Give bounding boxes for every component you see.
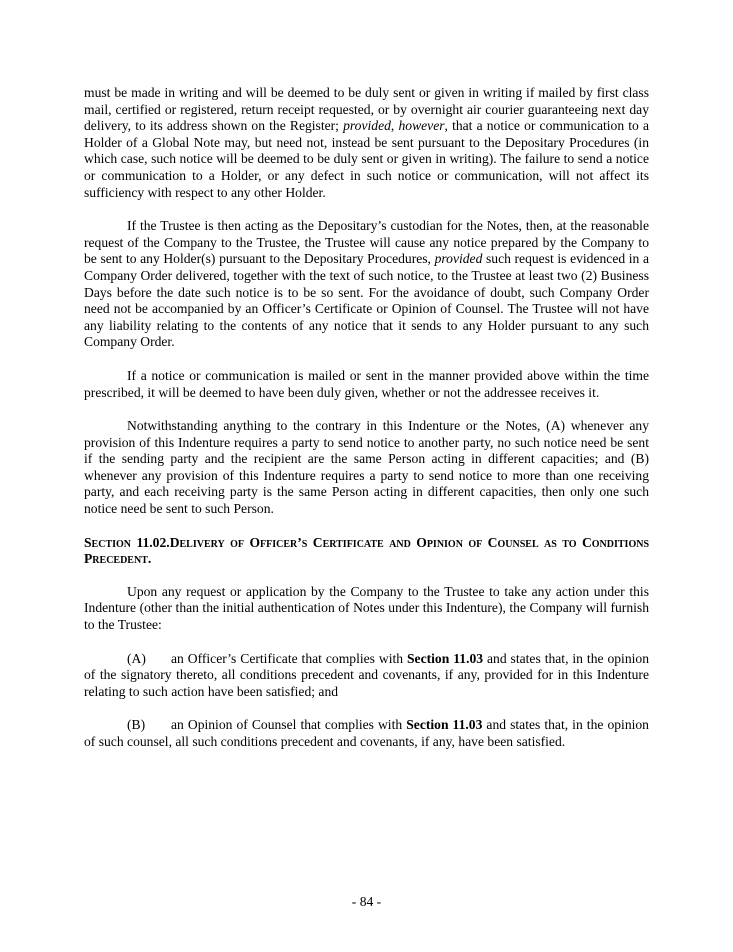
- section-reference: Section 11.03: [406, 717, 483, 733]
- section-heading: [84, 535, 649, 568]
- list-item-text: and states that, in the opinion of the signatory thereto, all conditions precedent and covenants, if any, provided for in this Indenture relating to such action have been satisfied; and: [84, 650, 649, 699]
- list-item-text: and states that, in the opinion of such counsel, all such conditions precedent and covenants, if any, have been satisfied.: [84, 717, 649, 749]
- notwithstanding-paragraph: Notwithstanding anything to the contrary in this Indenture or the Notes, (A) whenever any provision of this Indenture requires a party to send notice to another party, no such notice need be sent if the sending party and the recipient are the same Person acting in different capacities; and (B) whenever any provision of this Indenture requires a party to send notice to more than one receiving party, and each receiving party is the same Person acting in different capacities, then only one such notice need be sent to such Person.: [84, 418, 649, 517]
- notice-method-paragraph: [84, 85, 649, 201]
- section-number: Section 11.02.: [84, 534, 170, 550]
- page-number: - 84 -: [351, 894, 382, 909]
- list-item-text: an Opinion of Counsel that complies with: [171, 717, 407, 733]
- paragraph-text: If the Trustee is then acting as the Depositary’s custodian for the Notes, then, at the reasonable request of the Company to the Trustee, the Trustee will cause any notice prepared by the Company to be sent to any Holder(s) pursuant to the Depositary Procedures,: [84, 218, 649, 267]
- italic-term: however: [398, 118, 445, 134]
- list-item-b: [84, 717, 649, 750]
- trustee-custodian-paragraph: [84, 218, 649, 351]
- section-title: Delivery of Officer’s Certificate and Opinion of Counsel as to Conditions Precedent.: [84, 534, 650, 567]
- italic-term: provided: [434, 251, 483, 267]
- document-body: [84, 85, 649, 768]
- paragraph-text: such request is evidenced in a Company Order delivered, together with the text of such notice, to the Trustee at least two (2) Business Days before the date such notice is to be so sent. For the avoidance of doubt, such Company Order need not be accompanied by an Officer’s Certificate or Opinion of Counsel. The Trustee will not have any liability relating to the contents of any notice that it sends to any Holder pursuant to any such Company Order.: [84, 251, 649, 350]
- list-item-a: [84, 651, 649, 701]
- section-intro-paragraph: Upon any request or application by the Company to the Trustee to take any action under this Indenture (other than the initial authentication of Notes under this Indenture), the Company will furnish to the Trustee:: [84, 583, 649, 633]
- paragraph-text: must be made in writing and will be deemed to be duly sent or given in writing if mailed by first class mail, certified or registered, return receipt requested, or by overnight air courier guaranteeing next day delivery, to its address shown on the Register;: [84, 85, 649, 134]
- section-reference: Section 11.03: [407, 650, 484, 666]
- list-marker: (B): [127, 717, 146, 733]
- paragraph-text: ,: [390, 118, 399, 134]
- list-item-text: an Officer’s Certificate that complies with: [171, 650, 407, 666]
- italic-term: provided: [343, 118, 391, 134]
- list-marker: (A): [127, 650, 146, 666]
- paragraph-text: , that a notice or communication to a Holder of a Global Note may, but need not, instead be sent pursuant to the Depositary Procedures (in which case, such notice will be deemed to be duly sent or given in writing). The failure to send a notice or communication to a Holder, or any defect in such notice or communication, will not affect its sufficiency with respect to any other Holder.: [84, 118, 649, 200]
- duly-given-paragraph: If a notice or communication is mailed or sent in the manner provided above within the time prescribed, it will be deemed to have been duly given, whether or not the addressee receives it.: [84, 367, 649, 400]
